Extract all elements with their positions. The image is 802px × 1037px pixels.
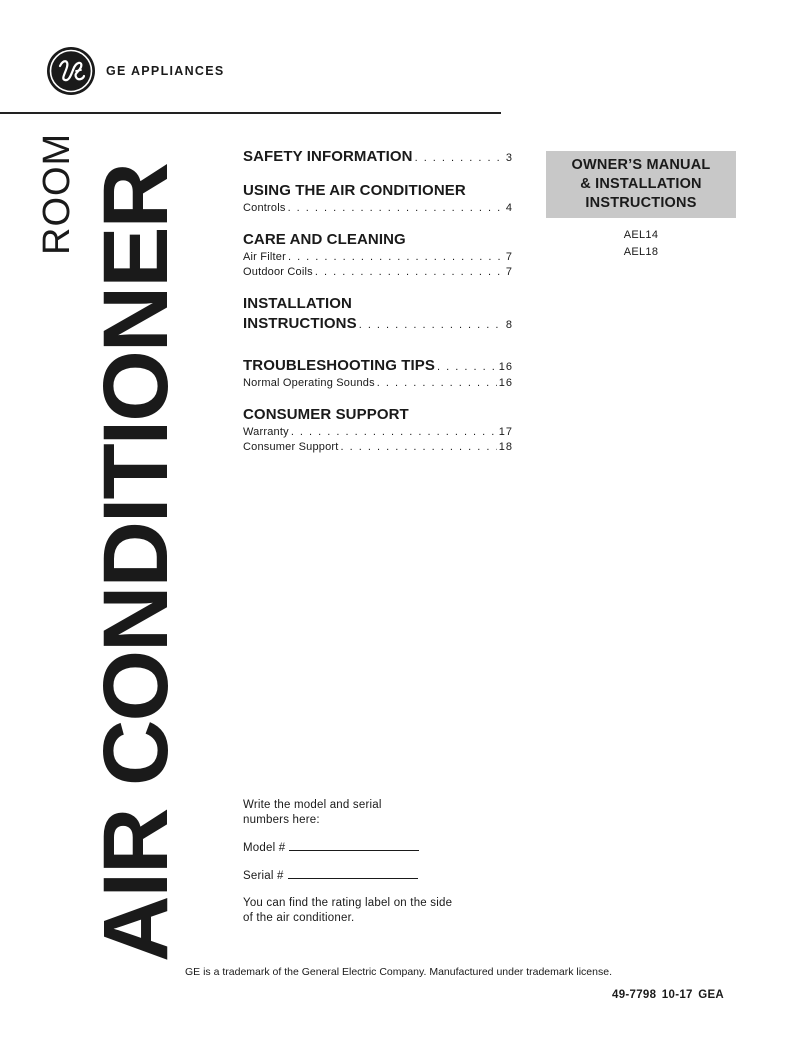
- toc-leader: [291, 425, 497, 440]
- toc-entry[interactable]: [243, 440, 513, 455]
- header-divider: [0, 112, 501, 114]
- table-of-contents: [243, 147, 513, 469]
- manual-type-box: [546, 151, 736, 218]
- serial-label: Serial #: [243, 870, 284, 882]
- model-list: [546, 227, 736, 261]
- toc-entry-label: Controls: [243, 202, 286, 214]
- toc-heading-care[interactable]: CARE AND CLEANING: [243, 231, 406, 248]
- toc-leader: [288, 201, 504, 216]
- publication-number: 49-7798 10-17 GEA: [612, 989, 725, 1001]
- toc-leader: [415, 152, 504, 164]
- toc-heading-troubleshooting[interactable]: TROUBLESHOOTING TIPS: [243, 357, 436, 374]
- ge-logo-icon: [46, 46, 96, 96]
- serial-blank-line: [288, 868, 418, 879]
- toc-entry-label: Air Filter: [243, 251, 286, 263]
- brand-name: GE APPLIANCES: [106, 64, 225, 78]
- toc-section-installation: [243, 294, 513, 334]
- toc-leader: [437, 361, 497, 373]
- toc-page-number: 3: [505, 152, 513, 164]
- toc-entry-label: Consumer Support: [243, 441, 339, 453]
- toc-section-troubleshooting: [243, 356, 513, 391]
- toc-section-consumer: [243, 405, 513, 455]
- toc-entry[interactable]: [243, 425, 513, 440]
- toc-leader: [315, 265, 504, 280]
- model-number: AEL14: [623, 229, 659, 241]
- toc-leader: [341, 440, 497, 455]
- toc-heading-consumer[interactable]: CONSUMER SUPPORT: [243, 406, 409, 423]
- manual-type-line: INSTRUCTIONS: [585, 195, 697, 211]
- model-blank-line: [289, 840, 419, 851]
- toc-heading-using[interactable]: USING THE AIR CONDITIONER: [243, 182, 466, 199]
- model-serial-record: [243, 798, 483, 926]
- toc-entry-label: Warranty: [243, 426, 289, 438]
- toc-entry[interactable]: [243, 250, 513, 265]
- toc-page-number: 7: [505, 266, 513, 278]
- toc-leader: [377, 376, 497, 391]
- toc-section-care: [243, 230, 513, 280]
- trademark-notice: GE is a trademark of the General Electric Company. Manufactured under trademark license.: [185, 966, 612, 978]
- model-field: [243, 840, 483, 856]
- toc-heading-safety[interactable]: SAFETY INFORMATION: [243, 148, 413, 165]
- manual-type-line: OWNER’S MANUAL: [571, 157, 711, 173]
- toc-page-number: 17: [498, 426, 513, 438]
- manual-type-line: & INSTALLATION: [580, 176, 702, 192]
- serial-field: [243, 868, 483, 884]
- model-number: AEL18: [623, 246, 659, 258]
- toc-page-number: 16: [498, 361, 513, 373]
- toc-entry-label: Normal Operating Sounds: [243, 377, 375, 389]
- toc-leader: [288, 250, 504, 265]
- toc-section-safety: [243, 147, 513, 167]
- toc-heading-installation-cont[interactable]: INSTRUCTIONS: [243, 315, 357, 332]
- model-label: Model #: [243, 842, 286, 854]
- title-air-conditioner: AIR CONDITIONER: [85, 164, 187, 962]
- toc-heading-installation[interactable]: INSTALLATION: [243, 295, 352, 312]
- toc-entry[interactable]: [243, 201, 513, 216]
- toc-page-number: 8: [505, 319, 513, 331]
- toc-page-number: 18: [498, 441, 513, 453]
- rating-note: You can find the rating label on the side of the air conditioner.: [243, 897, 453, 924]
- toc-page-number: 16: [498, 377, 513, 389]
- toc-leader: [359, 319, 504, 331]
- toc-entry[interactable]: [243, 376, 513, 391]
- record-intro: Write the model and serial numbers here:: [243, 799, 382, 826]
- toc-entry[interactable]: [243, 265, 513, 280]
- toc-page-number: 7: [505, 251, 513, 263]
- title-room: ROOM: [36, 132, 78, 255]
- toc-entry-label: Outdoor Coils: [243, 266, 313, 278]
- toc-section-using: [243, 181, 513, 216]
- toc-page-number: 4: [505, 202, 513, 214]
